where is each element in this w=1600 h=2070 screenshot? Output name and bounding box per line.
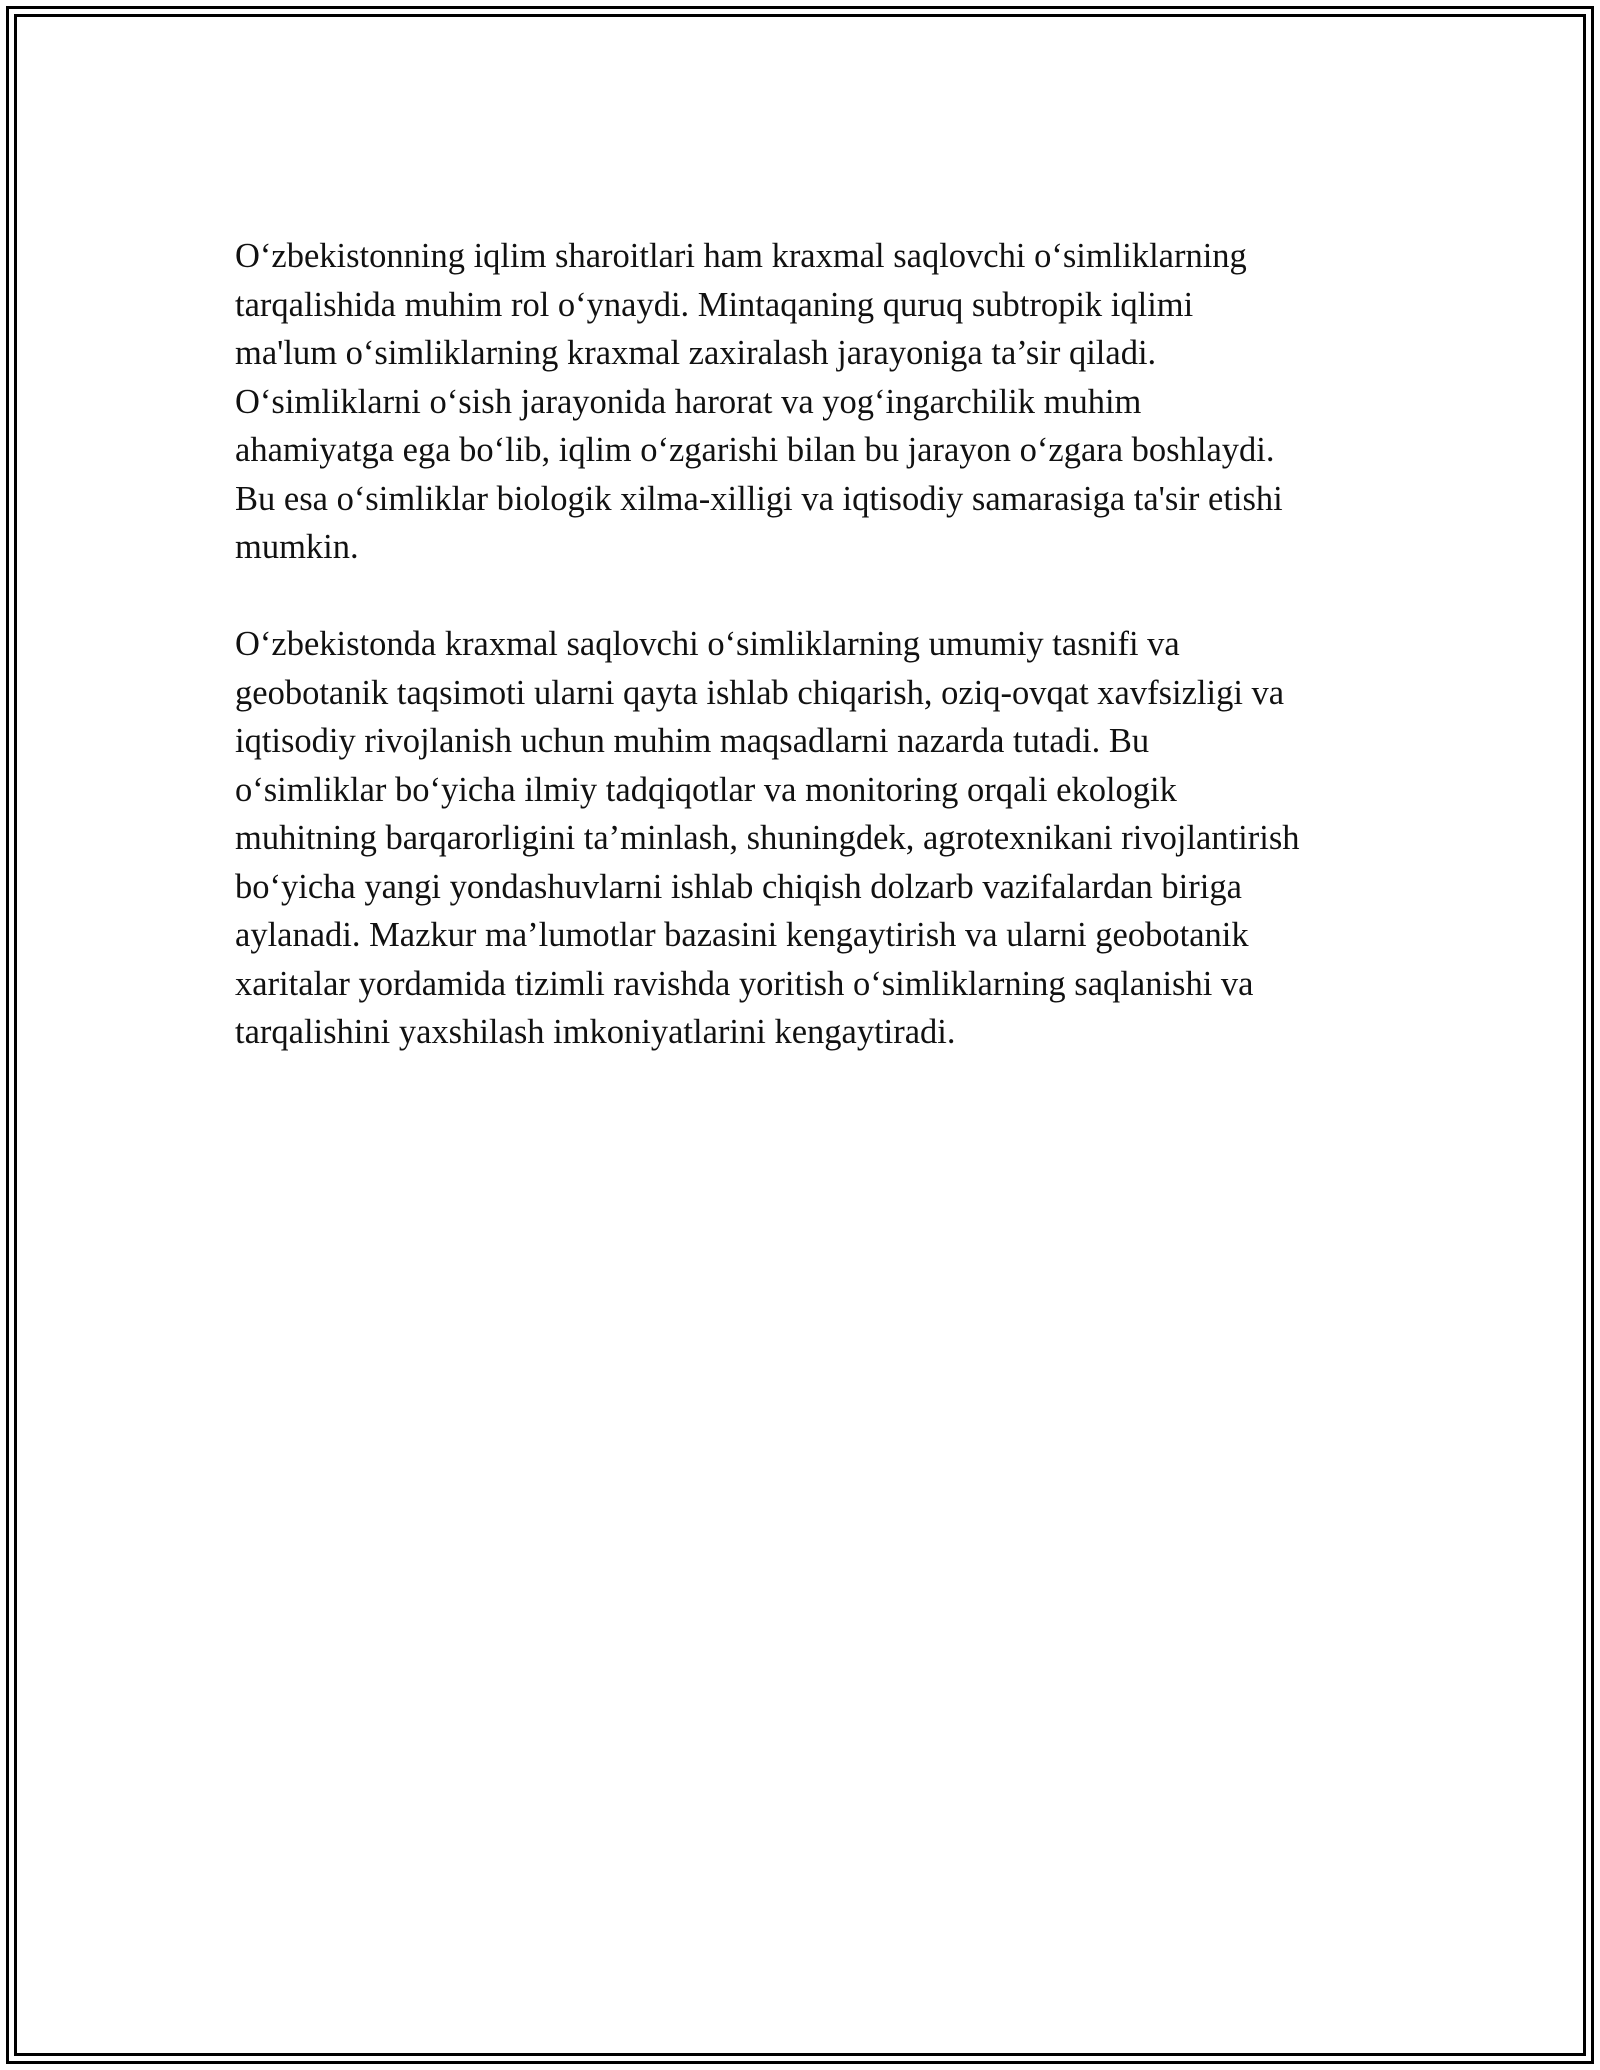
paragraph-climate <box>235 232 1375 572</box>
text-line: muhitning barqarorligini ta’minlash, shuningdek, agrotexnikani rivojlantirish <box>235 819 1300 857</box>
text-line: ahamiyatga ega bo‘lib, iqlim o‘zgarishi bilan bu jarayon o‘zgara boshlaydi. <box>235 431 1275 469</box>
text-line: tarqalishini yaxshilash imkoniyatlarini kengaytiradi. <box>235 1013 956 1051</box>
text-line: tarqalishida muhim rol o‘ynaydi. Mintaqaning quruq subtropik iqlimi <box>235 285 1194 324</box>
text-line: O‘zbekistonning iqlim sharoitlari ham kraxmal saqlovchi o‘simliklarning <box>235 237 1247 275</box>
text-line: o‘simliklar bo‘yicha ilmiy tadqiqotlar va monitoring orqali ekologik <box>235 770 1177 809</box>
text-line: O‘zbekistonda kraxmal saqlovchi o‘simliklarning umumiy tasnifi va <box>235 625 1180 663</box>
text-line: bo‘yicha yangi yondashuvlarni ishlab chiqish dolzarb vazifalardan biriga <box>235 867 1242 906</box>
document-body <box>235 232 1375 1105</box>
text-line: Bu esa o‘simliklar biologik xilma-xilligi va iqtisodiy samarasiga ta'sir etishi <box>235 479 1283 518</box>
text-line: geobotanik taqsimoti ularni qayta ishlab chiqarish, oziq-ovqat xavfsizligi va <box>235 673 1285 712</box>
text-line: ma'lum o‘simliklarning kraxmal zaxiralash jarayoniga ta’sir qiladi. <box>235 334 1157 372</box>
text-line: iqtisodiy rivojlanish uchun muhim maqsadlarni nazarda tutadi. Bu <box>235 722 1150 760</box>
text-line: xaritalar yordamida tizimli ravishda yoritish o‘simliklarning saqlanishi va <box>235 964 1254 1003</box>
paragraph-classification <box>235 620 1375 1057</box>
text-line: mumkin. <box>235 528 359 566</box>
text-line: aylanadi. Mazkur ma’lumotlar bazasini kengaytirish va ularni geobotanik <box>235 916 1249 954</box>
text-line: O‘simliklarni o‘sish jarayonida harorat va yog‘ingarchilik muhim <box>235 382 1142 421</box>
